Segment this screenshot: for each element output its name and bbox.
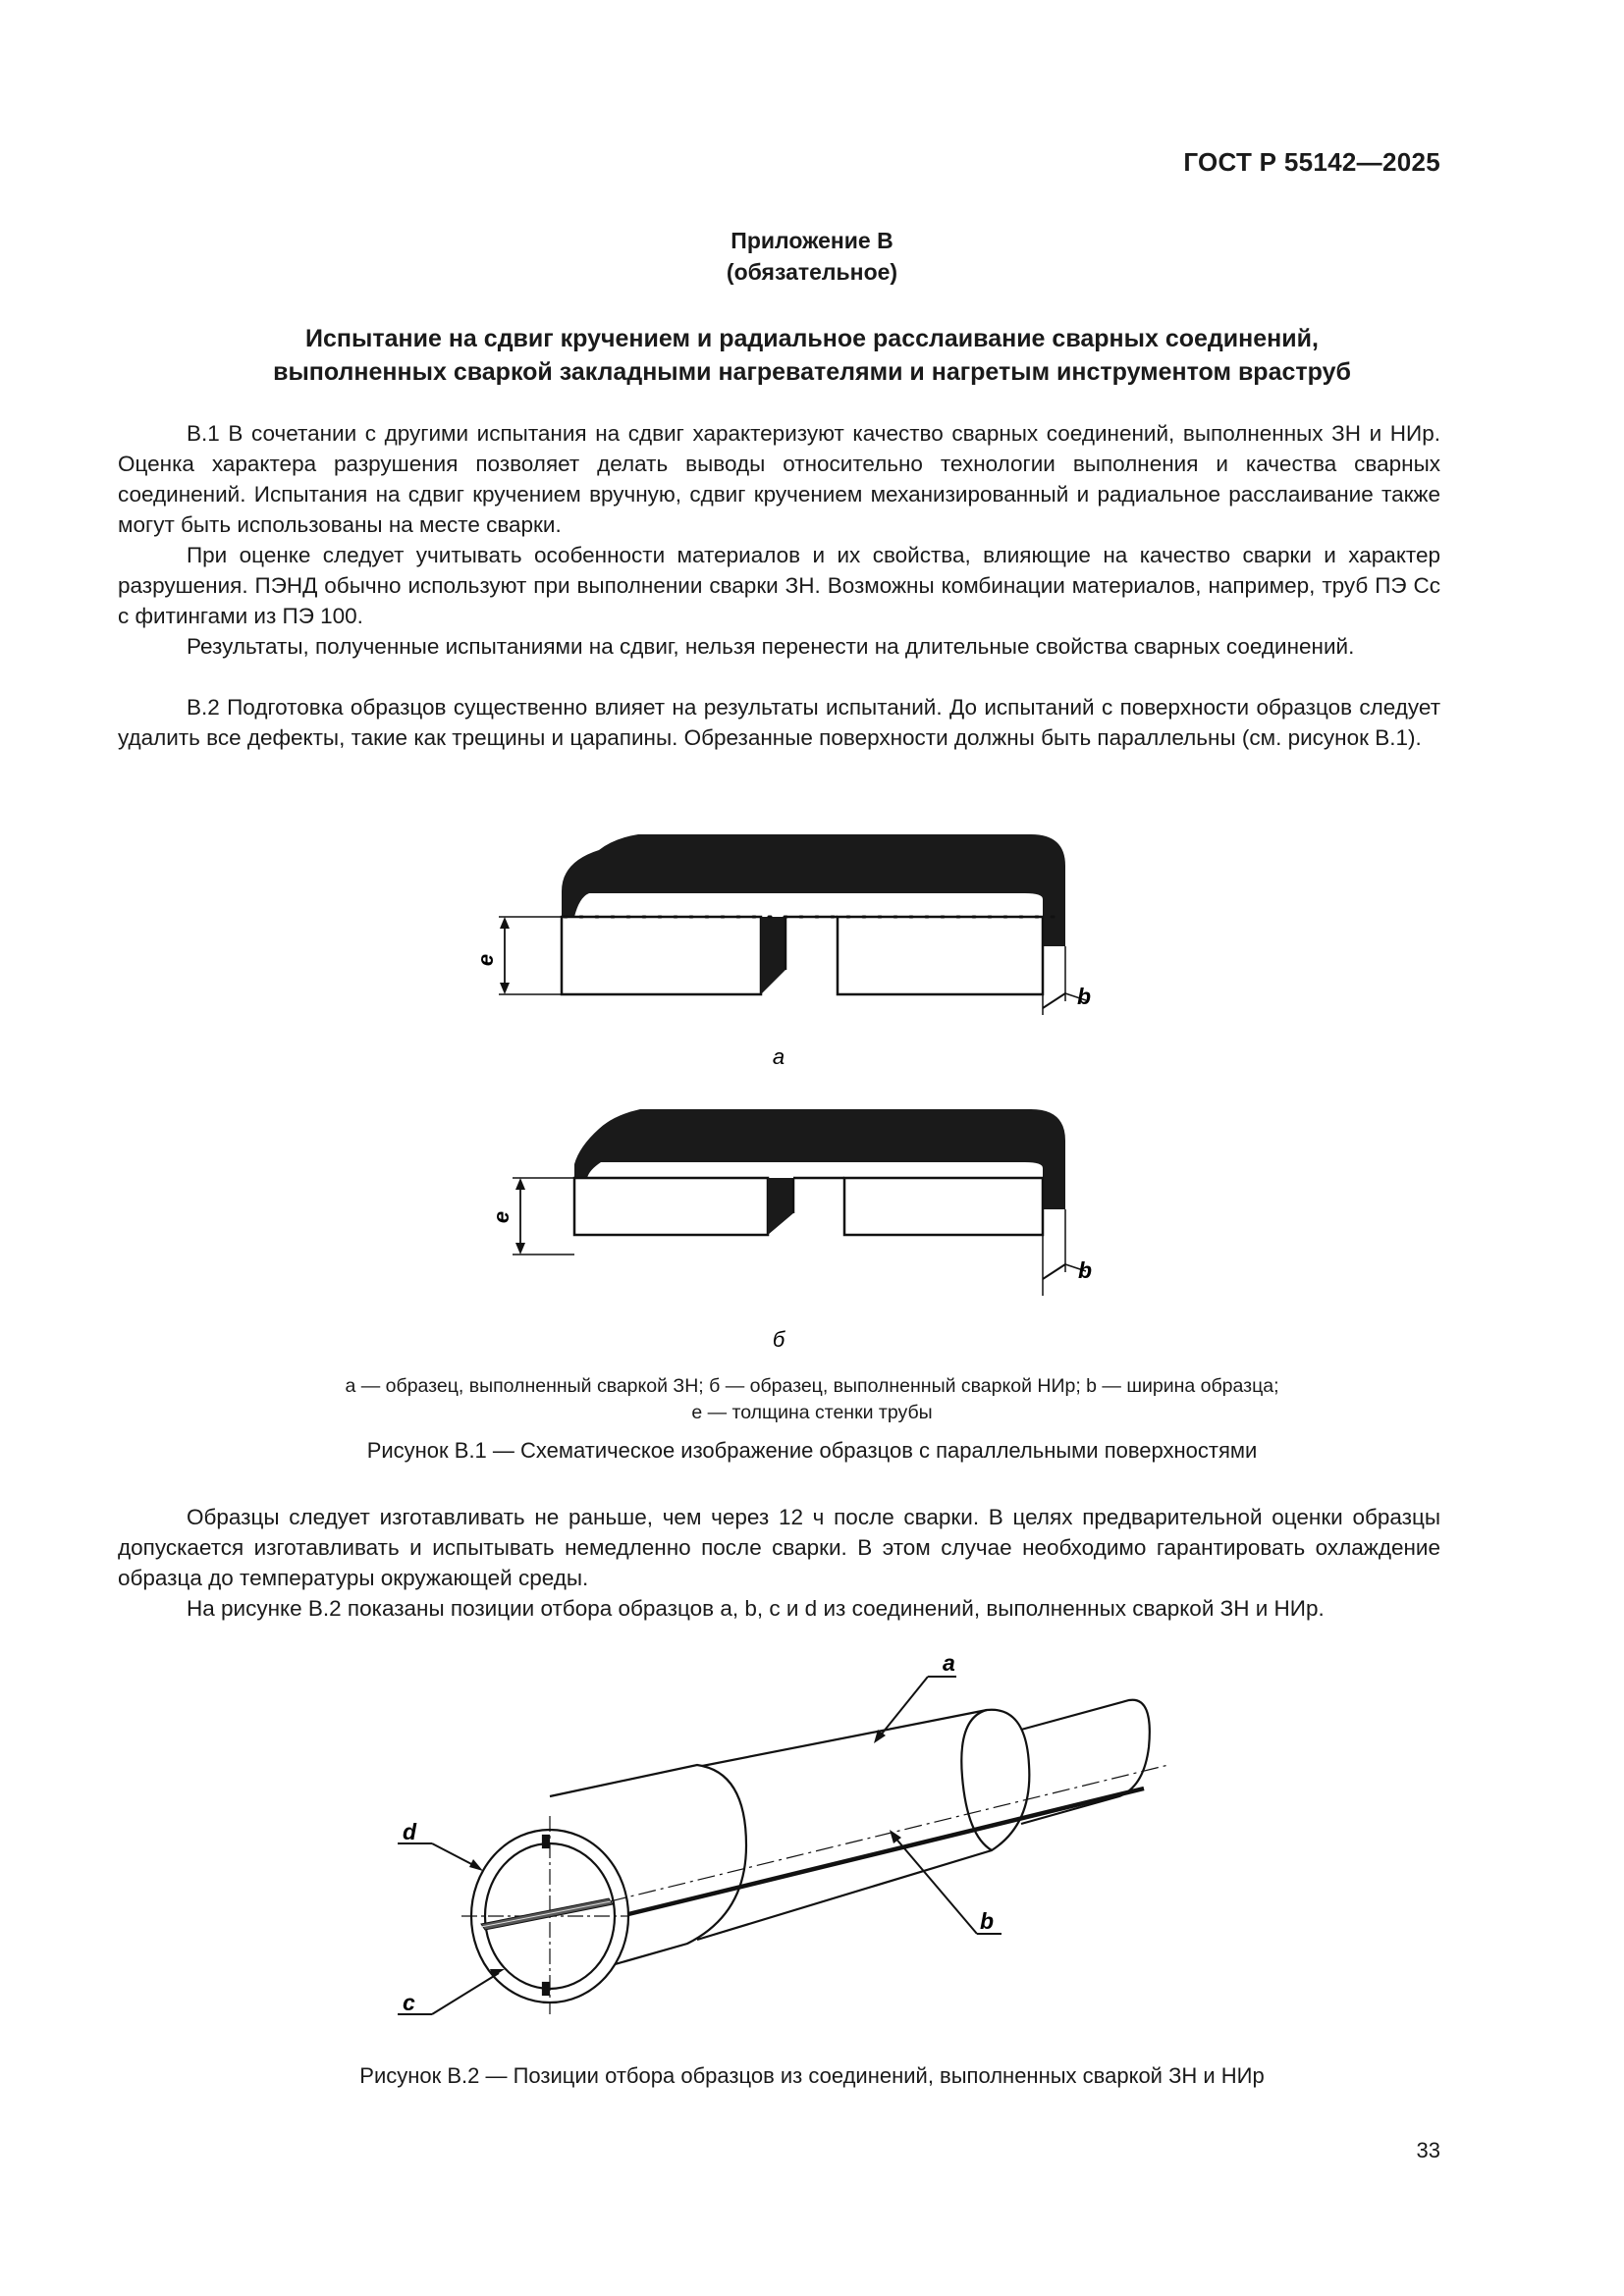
dim-e-label-b: e	[489, 1210, 514, 1224]
figure-b2-caption: Рисунок В.2 — Позиции отбора образцов из соединений, выполненных сваркой ЗН и НИр	[359, 2063, 1265, 2088]
paragraph-results: Результаты, полученные испытаниями на сдвиг, нельзя перенести на длительные свойства сварных соединений.	[187, 634, 1355, 659]
figure-b1-caption: Рисунок В.1 — Схематическое изображение образцов с параллельными поверхностями	[366, 1438, 1258, 1463]
figure-b1-legend	[0, 1373, 1624, 1426]
specimen-a-left-section	[562, 917, 761, 994]
pipe-right-end	[1021, 1700, 1150, 1824]
callout-d	[398, 1819, 483, 1871]
specimen-b-left-section	[574, 1178, 768, 1235]
label-a: a	[943, 1650, 955, 1676]
dim-b-label-b: b	[1078, 1257, 1093, 1283]
specimen-a	[473, 834, 1091, 1015]
specimen-b	[489, 1109, 1092, 1296]
label-c: c	[403, 1990, 415, 2015]
figure-b1-legend-line2: е — толщина стенки трубы	[691, 1402, 933, 1423]
specimen-a-right-section	[838, 917, 1043, 994]
subfigure-b-label: б	[772, 1327, 785, 1352]
paragraph-preparation: Образцы следует изготавливать не раньше, чем через 12 ч после сварки. В целях предварительной оценки образцы допускается изготавливать и испытывать немедленно после сварки. В этом случае необходимо гарантировать охлаждение образца до температуры окружающей среды.	[118, 1505, 1440, 1590]
dim-b-label-a: b	[1077, 984, 1092, 1009]
callout-c	[398, 1969, 505, 2015]
specimen-a-notch	[761, 917, 785, 994]
pipe-joint-illustration	[461, 1700, 1168, 2014]
paragraph-b2: В.2 Подготовка образцов существенно влияет на результаты испытаний. До испытаний с поверхности образцов следует удалить все дефекты, такие как трещины и царапины. Обрезанные поверхности должны быть параллельны (см. рисунок В.1).	[118, 695, 1440, 750]
appendix-status: (обязательное)	[726, 259, 898, 285]
figure-b1-legend-line1: а — образец, выполненный сваркой ЗН; б — образец, выполненный сваркой НИр; b — ширина образца;	[345, 1375, 1279, 1397]
label-d: d	[403, 1819, 417, 1844]
document-code: ГОСТ Р 55142—2025	[1183, 147, 1440, 177]
label-b: b	[980, 1908, 995, 1934]
paragraph-positions: На рисунке В.2 показаны позиции отбора образцов a, b, c и d из соединений, выполненных сваркой ЗН и НИр.	[187, 1596, 1325, 1621]
page-number: 33	[1416, 2138, 1440, 2163]
section-title-line1: Испытание на сдвиг кручением и радиальное расслаивание сварных соединений,	[305, 325, 1319, 352]
paragraph-b1: В.1 В сочетании с другими испытания на сдвиг характеризуют качество сварных соединений, выполненных ЗН и НИр. Оценка характера разрушения позволяет делать выводы относительно технологии выполнения и качества сварных соединений. Испытания на сдвиг кручением вручную, сдвиг кручением механизированный и радиальное расслаивание также могут быть использованы на месте сварки.	[118, 421, 1440, 537]
specimen-b-notch	[768, 1178, 793, 1235]
section-title-line2: выполненных сваркой закладными нагревателями и нагретым инструментом враструб	[273, 358, 1351, 386]
figure-b1-drawing	[0, 805, 1624, 1355]
section-title	[0, 322, 1624, 389]
appendix-title: Приложение В	[731, 228, 893, 253]
figure-b2-drawing	[0, 1649, 1624, 2042]
specimen-b-right-section	[844, 1178, 1043, 1235]
paragraph-materials: При оценке следует учитывать особенности материалов и их свойства, влияющие на качество сварки и характер разрушения. ПЭНД обычно используют при выполнении сварки ЗН. Возможны комбинации материалов, например, труб ПЭ Сс с фитингами из ПЭ 100.	[118, 543, 1440, 628]
subfigure-a-label: а	[772, 1044, 785, 1069]
dim-e-label-a: e	[473, 953, 498, 967]
